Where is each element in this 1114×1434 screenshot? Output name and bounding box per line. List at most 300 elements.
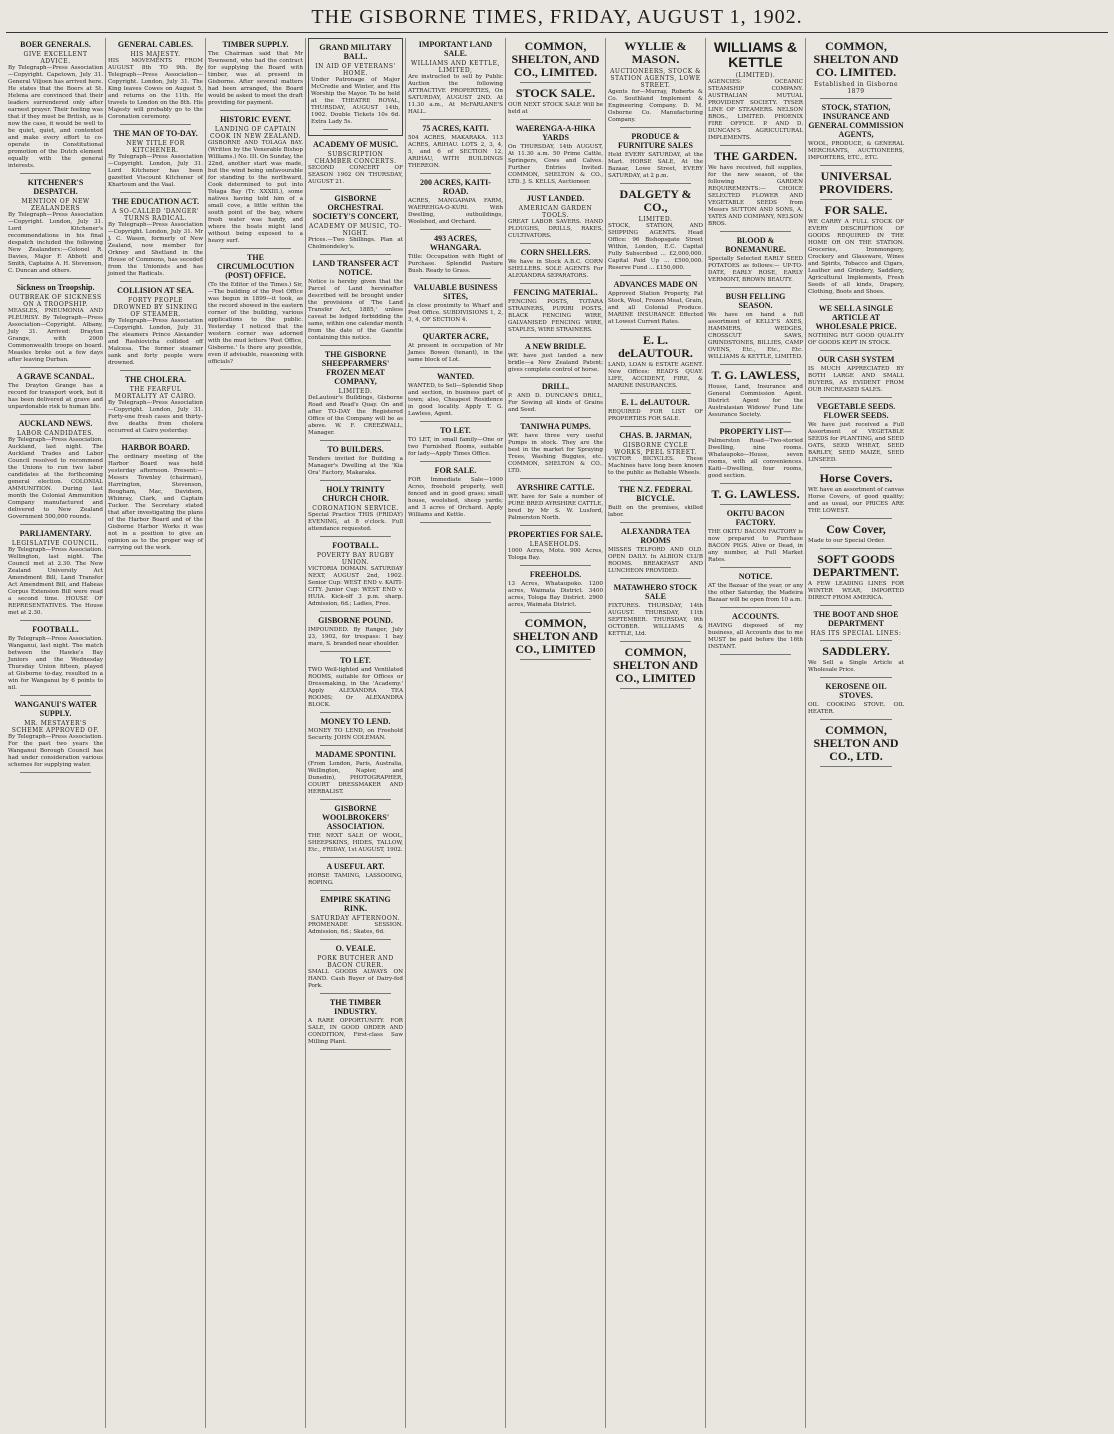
article-body: WE have for Sale a number of PURE BRED AYRSHIRE CATTLE, bred by Mr S. W. Lusford, Palmerston North.	[508, 494, 603, 521]
article-divider	[320, 799, 391, 800]
article-headline: Horse Covers.	[819, 471, 893, 485]
article	[308, 656, 403, 713]
article-divider	[320, 712, 391, 713]
article-headline: GISBORNE ORCHESTRAL SOCIETY'S CONCERT,	[312, 194, 399, 221]
article	[408, 178, 503, 230]
article-divider	[120, 370, 191, 371]
article-divider	[720, 567, 791, 568]
article-body: DeLautour's Buildings, Gisborne Road and Read's Quay. On and after TO-DAY the Registered Office of the Company will be as above. W. F. CREEZWALL, Manager.	[308, 395, 403, 436]
article	[808, 472, 904, 519]
article-headline: BOER GENERALS.	[20, 40, 91, 49]
article-body: We Sell a Single Article at Wholesale Price.	[808, 660, 904, 673]
article-divider	[320, 536, 391, 537]
article-body: Tenders invited for Building a Manager's Dwelling at the 'Kia Ora' Factory, Makaraka.	[308, 456, 403, 476]
article-body: Made to our Special Order.	[808, 538, 886, 544]
article-divider	[520, 377, 591, 378]
article-headline: COMMON, SHELTON, AND CO., LIMITED.	[511, 39, 600, 79]
article-divider	[120, 192, 191, 193]
article-divider	[820, 766, 892, 767]
article-headline: HOLY TRINITY CHURCH CHOIR.	[322, 485, 389, 503]
article-body: (To the Editor of the Times.) Sir,—The building of the Post Office was begun in 1899—it took, as the record showed in the eastern corner of the building, various applications to the public. Yesterday I noticed that the western corner was adorned with the mud letters 'Post Office, Gisborne.' Is there any possible, even if advisable, reasoning with officials?	[208, 282, 303, 365]
article-subheading: POVERTY BAY RUGBY UNION.	[316, 552, 395, 566]
article-divider	[220, 248, 291, 249]
article-subheading: MENTION OF NEW ZEALANDERS	[21, 198, 90, 212]
article-body: House, Land, Insurance and General Commission Agent. District Agent for the Australasian Widows' Fund Life Assurance Society.	[708, 384, 803, 418]
article-body: At present in occupation of Mr James Bowen (tenant), in the same block of Lot.	[408, 343, 503, 363]
article	[408, 283, 503, 328]
article	[8, 419, 103, 525]
article	[8, 625, 103, 696]
article-headline: MATAWHERO STOCK SALE	[613, 583, 698, 601]
article-body: IMPOUNDED. By Ranger, July 23, 1902, for trespass: 1 bay mare, S. branded near shoulder.	[308, 627, 403, 647]
article	[308, 38, 403, 136]
article	[708, 369, 803, 423]
article-headline: NOTICE.	[738, 572, 773, 581]
article-body: THE OKITU BACON FACTORY is now prepared to Purchase BACON PIGS. Alive or Dead, in any number, at Full Market Rates.	[708, 529, 803, 563]
article-body: Specially Selected EARLY SEED POTATOES as follows:— UP-TO-DATE, EARLY ROSE, EARLY VERMONT, BROWN BEAUTY.	[708, 256, 803, 283]
article-divider	[120, 438, 191, 439]
article	[308, 616, 403, 652]
article	[508, 248, 603, 284]
article-subheading: GIVE EXCELLENT ADVICE.	[23, 51, 88, 65]
article-divider	[720, 654, 791, 655]
article	[308, 998, 403, 1050]
article-body: By Telegraph—Press Association. Wellington, last night. The Council met at 2.30. The New Zealand University Act Amendment Bill, Land Transfer Act Amendment Bill, and Habeas Corpus Extension Bill were read a second time. HOUSE OF REPRESENTATIVES. The House met at 2.30.	[8, 547, 103, 616]
article	[608, 280, 703, 330]
article	[608, 431, 703, 481]
newspaper-column	[506, 38, 606, 1428]
article	[708, 292, 803, 365]
article	[508, 422, 603, 479]
article	[708, 236, 803, 288]
newspaper-column	[706, 38, 806, 1428]
article-body: TO LET, in small family—One or two Furnished Rooms, suitable for lady—Apply Times Office.	[408, 437, 503, 457]
article-body: GREAT LABOR SAVERS. HAND PLOUGHS, DRILLS, RAKES, CULTIVATORS.	[508, 219, 603, 239]
article-body: We have in Stock A.B.C. CORN SHELLERS. SOLE AGENTS For ALEXANDRA SEPARATORS.	[508, 259, 603, 279]
article-divider	[720, 231, 791, 232]
article	[808, 645, 904, 678]
article	[708, 427, 803, 484]
article-body: NOTHING BUT GOOD QUALITY OF GOODS KEPT IN STOCK.	[808, 333, 904, 346]
article-subheading: CORONATION SERVICE.	[312, 505, 399, 512]
article	[508, 124, 603, 190]
columns-container	[6, 38, 1108, 1428]
article-body: Palmerston Road—Two-storied Dwelling, nine rooms. Whataupoko—House, seven rooms, with all conveniences. Kaiti—Dwelling, four rooms, good section.	[708, 438, 803, 479]
article-headline: THE N.Z. FEDERAL BICYCLE.	[618, 485, 693, 503]
article	[508, 342, 603, 378]
article-divider	[820, 98, 892, 99]
article-body: VICTORIA DOMAIN. SATURDAY NEXT, AUGUST 2nd, 1902. Senior Cup: WEST END v. KAITI-CITY. Junior Cup: WEST END v. HUIA. Kick-off 3 p.m. sharp. Admission, 6d.; Ladies, Free.	[308, 566, 403, 607]
article-body: By Telegraph—Press Association—Copyright. Capetown, July 31. General Viljoen has arrived here. He states that the Boers at St. Helena are convinced that their leaders surrendered only after earnest prayer. Their feeling was that if they must be British, as is now the case, it would be well to be quiet, quiet, and contented and make every effort to co-operate in Constitutional promotion of the Dutch element equally with the general interests.	[8, 65, 103, 169]
article-subheading: GISBORNE CYCLE WORKS, PEEL STREET.	[614, 442, 697, 456]
article	[708, 40, 803, 146]
article-divider	[320, 890, 391, 891]
article-headline: E. L. deLAUTOUR.	[621, 398, 690, 407]
article-headline: OUR CASH SYSTEM	[817, 355, 895, 364]
article	[608, 646, 703, 689]
article-body: By Telegraph—Press Association—Copyright. London, July 31. Forty-one fresh cases and thirty-five deaths from cholera occurred at Cairo yesterday.	[108, 400, 203, 434]
article-divider	[120, 124, 191, 125]
article-divider	[820, 677, 892, 678]
article-divider	[620, 522, 691, 523]
article-divider	[720, 607, 791, 608]
article-headline: PRODUCE & FURNITURE SALES	[618, 132, 693, 150]
article-divider	[320, 480, 391, 481]
article-divider	[20, 367, 91, 368]
article-body: SECOND CONCERT OF SEASON 1902 ON THURSDAY, AUGUST 21.	[308, 165, 403, 185]
article	[808, 402, 904, 468]
article-headline: WAERENGA-A-HIKA YARDS	[515, 124, 596, 142]
article-headline: CHAS. B. JARMAN,	[619, 431, 692, 440]
article-subheading: HIS MAJESTY.	[130, 51, 181, 58]
article	[408, 466, 503, 523]
article-headline: KITCHENER'S DESPATCH.	[27, 178, 84, 196]
article-divider	[20, 414, 91, 415]
article-body: On THURSDAY, 14th AUGUST, At 11.30 a.m. 50 Prime Cattle, Springers, Cows and Calves. Further Entries Invited. COMMON, SHELTON & CO., LTD. J. S. KELLS, Auctioneer.	[508, 144, 603, 185]
article	[808, 204, 904, 300]
article-headline: THE EDUCATION ACT.	[111, 197, 200, 206]
article	[8, 178, 103, 279]
article-headline: FOOTBALL.	[332, 541, 379, 550]
article	[808, 170, 904, 200]
article-divider	[420, 278, 491, 279]
article-headline: EMPIRE SKATING RINK.	[320, 895, 391, 913]
article-headline: Sickness on Troopship.	[16, 283, 95, 292]
article	[308, 944, 403, 994]
article-body: We have just received a Full Assortment of VEGETABLE SEEDS for PLANTING, and SEED OATS, SEED WHEAT, SEED BARLEY, SEED MAIZE, SEED LINSEED.	[808, 422, 904, 463]
article-divider	[620, 329, 691, 330]
article	[508, 483, 603, 526]
article-headline: PARLIAMENTARY.	[19, 529, 92, 538]
article-headline: CORN SHELLERS.	[520, 248, 591, 257]
article-body: HIS MOVEMENTS FROM AUGUST 8th TO 9th. By Telegraph—Press Association—Copyright. London, July 31. The King leaves Cowes on August 5, and returns on the 11th. He travels to London on the 8th. His Majesty will probably go to the Coronation ceremony.	[108, 58, 203, 120]
article	[808, 304, 904, 351]
article-body: We have received, full supplies, for the new season, of the following GARDEN REQUIREMENTS:— CHOICE SELECTED FLOWER AND VEGETABLE SEEDS from Messrs SUTTON AND SONS, A. YATES AND COMPANY, NELSON BROS.	[708, 165, 803, 227]
article-body: GISBORNE AND TOLAGA BAY. (Written by the Venerable Bishop Williams.) No. III. On Sunday, the 22nd, another start was made, but the wind being unfavourable for standing to the northward, Cook determined to put into Tolaga Bay (Tr. XXXIII.), some natives having told him of a small cove, a little within the south point of the bay, where fresh water was handy, and where the boats might land without being exposed to a heavy surf.	[208, 140, 304, 244]
article	[308, 804, 403, 858]
article-body: PROMENADE SESSION. Admission, 6d.; Skates, 6d.	[308, 922, 403, 935]
article-divider	[520, 565, 591, 566]
article-divider	[520, 417, 591, 418]
article-divider	[320, 611, 391, 612]
article-divider	[320, 189, 391, 190]
article-headline: QUARTER ACRE,	[422, 332, 489, 341]
article	[608, 583, 703, 642]
article	[8, 372, 103, 415]
article-divider	[620, 480, 691, 481]
article-headline: OKITU BACON FACTORY.	[726, 509, 785, 527]
article-subheading: LABOR CANDIDATES.	[16, 430, 95, 437]
article	[408, 426, 503, 462]
article-subheading: THE FEARFUL MORTALITY AT CAIRO.	[114, 386, 197, 400]
article-headline: THE CHOLERA.	[124, 375, 187, 384]
article-body: ACRES, MANGAPAPA FARM, WAEREHGA-O-KURI. With Dwelling, outbuildings, Woolshed, and Orchard.	[408, 198, 503, 225]
article-divider	[620, 275, 691, 276]
article	[108, 40, 203, 125]
article-subheading: LIMITED.	[338, 388, 373, 395]
article	[608, 527, 703, 579]
newspaper-column	[306, 38, 406, 1428]
article	[708, 509, 803, 568]
article	[708, 572, 803, 608]
article	[508, 40, 603, 83]
article-subheading: HAS ITS SPECIAL LINES:	[810, 630, 902, 637]
newspaper-column	[106, 38, 206, 1428]
article-headline: AYRSHIRE CATTLE.	[516, 483, 595, 492]
article-divider	[620, 578, 691, 579]
article-divider	[820, 299, 892, 300]
article	[8, 40, 103, 174]
article-body: MEASLES, PNEUMONIA AND PLEURISY. By Telegraph—Press Association—Copyright. Albany, July 31. Arrived: Drayton Grange, with 2000 Commonwealth troops on board. Measles broke out a few days after leaving Durban.	[8, 308, 103, 363]
article-headline: VEGETABLE SEEDS. FLOWER SEEDS.	[816, 402, 896, 420]
article-headline: 493 ACRES, WHANGARA.	[429, 234, 482, 252]
article-body: 13 Acres, Whataupoko. 1200 acres, Waimata District. 3400 acres, Tologa Bay District. 2900 acres, Waimata District.	[508, 581, 603, 608]
article	[508, 87, 603, 120]
article-divider	[220, 369, 291, 370]
article-divider	[620, 688, 691, 689]
article-divider	[820, 640, 892, 641]
article-divider	[820, 719, 892, 720]
article-divider	[720, 504, 791, 505]
article-headline: PROPERTIES FOR SALE.	[508, 530, 603, 539]
article-divider	[520, 478, 591, 479]
article-subheading: NEW TITLE FOR KITCHENER.	[126, 140, 185, 154]
masthead-title: THE GISBORNE TIMES, FRIDAY, AUGUST 1, 1902.	[311, 6, 803, 28]
newspaper-column	[606, 38, 706, 1428]
article-headline: SADDLERY.	[822, 644, 890, 658]
article-divider	[320, 1049, 391, 1050]
article	[608, 398, 703, 427]
article-headline: FOR SALE.	[434, 466, 477, 475]
article-divider	[820, 397, 892, 398]
article	[508, 382, 603, 418]
article-headline: COMMON, SHELTON AND CO., LIMITED	[612, 645, 699, 685]
article-subheading: (LIMITED).	[735, 72, 776, 79]
article-subheading: MR. MESTAYER'S SCHEME APPROVED OF.	[11, 720, 100, 734]
article	[808, 724, 904, 767]
article-headline: TO LET.	[440, 426, 471, 435]
article-body: (From London, Paris, Australia, Wellington, Napier, and Dunedin), PHOTOGRAPHER, COURT DRESSMAKER AND HERBALIST.	[308, 761, 403, 795]
article-body: By Telegraph—Press Association—Copyright. London, July 31. Mr J. C. Wason, formerly of New Zealand, now member for Orkney and Shetland in the House of Commons, has seceded from the Unionists and has joined the Radicals.	[108, 222, 203, 277]
article	[108, 286, 203, 371]
article-headline: JUST LANDED.	[526, 194, 585, 203]
article-body: In close proximity to Wharf and Post Office. SUBDIVISIONS 1, 2, 3, 4, OF SECTION 4.	[408, 303, 503, 323]
article-body: Special Practice THIS (FRIDAY) EVENING, at 8 o'clock. Full attendance requested.	[308, 512, 403, 532]
article	[408, 332, 503, 368]
article-divider	[20, 772, 91, 773]
article-body: Held EVERY SATURDAY, at the Mart. HORSE SALE, At the Bazaar, Lowe Street, EVERY SATURDAY, at 2 p.m.	[608, 152, 703, 179]
article-body: FENCING POSTS, TOTARA STRAINERS, PURIRI POSTS, BLACK FENCING WIRE, GALVANISED FENCING WIRE, STAPLES, WIRE STRAINERS.	[508, 299, 603, 333]
article-divider	[820, 199, 892, 200]
article-body: HORSE TAMING, LASSOOING, ROPING.	[308, 873, 403, 886]
article-subheading: AMERICAN GARDEN TOOLS.	[518, 205, 593, 219]
article-headline: MADAME SPONTINI.	[315, 750, 396, 759]
article-headline: DALGETY & CO.,	[619, 187, 692, 214]
article-body: 1000 Acres, Motu. 900 Acres, Tologa Bay.	[508, 548, 603, 561]
article-body: HAVING disposed of my business, all Accounts due to me MUST be paid before the 16th INSTANT.	[708, 623, 803, 650]
article-headline: GENERAL CABLES.	[117, 40, 194, 49]
article	[508, 288, 603, 338]
article-subheading: WILLIAMS AND KETTLE, LIMITED,	[411, 60, 500, 74]
article-subheading: OUTBREAK OF SICKNESS ON A TROOPSHIP.	[9, 294, 102, 308]
article-body: The Drayton Grange has a record for transport work, but it has been delivered at grave and unpardonable risk to human life.	[8, 383, 103, 410]
article-headline: ACCOUNTS.	[732, 612, 779, 621]
article-headline: COMMON, SHELTON AND CO. LIMITED.	[813, 39, 899, 79]
article-divider	[320, 651, 391, 652]
article-divider	[520, 337, 591, 338]
article-body: THE NEXT SALE OF WOOL, SHEEPSKINS, HIDES, TALLOW, Etc., FRIDAY, 1st AUGUST, 1902.	[308, 833, 403, 853]
article-headline: TANIWHA PUMPS.	[520, 422, 591, 431]
article-headline: 200 ACRES, KAITI-ROAD.	[420, 178, 491, 196]
article	[308, 485, 403, 537]
article-divider	[620, 393, 691, 394]
article	[408, 40, 503, 120]
article-body: Under Patronage of Major McCredie and Winter, and His Worship the Mayor. To be held at the THEATRE ROYAL, THURSDAY, AUGUST 14th, 1902. Double Tickets 10s 6d. Extra Lady 5s.	[311, 77, 400, 125]
article-headline: VALUABLE BUSINESS SITES,	[413, 283, 498, 301]
article-headline: A NEW BRIDLE.	[525, 342, 586, 351]
article-divider	[820, 548, 892, 549]
article-body: Title: Occupation with Right of Purchase. Splendid Pasture Bush. Ready to Grass.	[408, 254, 503, 274]
article-headline: PROPERTY LIST—	[719, 427, 792, 436]
article	[308, 445, 403, 481]
article-divider	[620, 641, 691, 642]
article-divider	[20, 524, 91, 525]
article-body: Prices.—Two Shillings. Plan at Cholmondeley's.	[308, 237, 403, 250]
article-headline: THE CIRCUMLOCUTION (POST) OFFICE.	[216, 253, 295, 280]
article	[408, 372, 503, 422]
article-headline: BLOOD & BONEMANURE.	[725, 236, 786, 254]
article	[708, 488, 803, 505]
article	[308, 541, 403, 612]
article-body: SMALL GOODS ALWAYS ON HAND. Cash Buyer of Dairy-fed Pork.	[308, 969, 403, 989]
article-headline: HISTORIC EVENT.	[220, 115, 291, 124]
article-headline: TO BUILDERS.	[327, 445, 384, 454]
article-body: WE CARRY A FULL STOCK OF EVERY DESCRIPTION OF GOODS REQUIRED IN THE HOME OR ON THE STATION. Groceries, Ironmongery, Crockery and Glassware, Wines and Spirits, Tobacco and Cigars, Leather and Grindery, Saddlery, Agricultural Implements, Fresh Seeds of all kinds, Drapery, Clothing, Boots and Shoes.	[808, 219, 904, 295]
article-divider	[520, 283, 591, 284]
article	[208, 253, 303, 370]
article-body: REQUIRED FOR LIST OF PROPERTIES FOR SALE.	[608, 409, 703, 422]
article-body: TWO Well-lighted and Ventilated ROOMS, suitable for Offices or Dressmaking, in the 'Academy.' Apply ALEXANDRA TEA ROOMS; Or ALEXANDRA BLOCK.	[308, 667, 403, 708]
newspaper-column	[6, 38, 106, 1428]
article-body: VICTOR BICYCLES. These Machines have long been known to the public as Reliable Wheels.	[608, 456, 703, 476]
article	[308, 350, 403, 441]
article-headline: COMMON, SHELTON AND CO., LTD.	[813, 723, 899, 763]
article-headline: Cow Cover,	[826, 522, 886, 536]
article-divider	[720, 145, 791, 146]
article	[608, 132, 703, 184]
article-headline: FOR SALE.	[824, 203, 888, 217]
article-divider	[420, 421, 491, 422]
article	[808, 40, 904, 99]
article-headline: THE GISBORNE SHEEPFARMERS' FROZEN MEAT COMPANY,	[321, 350, 390, 386]
article-body: MISSES TELFORD AND OLD. OPEN DAILY. In ALBION CLUB ROOMS. BREAKFAST AND LUNCHEON PROVIDED.	[608, 547, 703, 574]
article	[308, 750, 403, 800]
article	[308, 259, 403, 346]
article-headline: LAND TRANSFER ACT NOTICE.	[312, 259, 399, 277]
article	[108, 443, 203, 556]
article-divider	[20, 173, 91, 174]
article-body: A FEW LEADING LINES FOR WINTER WEAR, IMPORTED DIRECT FROM AMERICA.	[808, 581, 904, 601]
article	[608, 485, 703, 523]
article	[408, 124, 503, 174]
article-divider	[320, 857, 391, 858]
article	[308, 895, 403, 940]
article-body: OUR NEXT STOCK SALE Will be held at	[508, 102, 603, 115]
article-headline: THE MAN OF TO-DAY.	[113, 129, 198, 138]
article-headline: STOCK, STATION, INSURANCE AND GENERAL COMMISSION AGENTS,	[808, 103, 904, 139]
article-headline: WYLLIE & MASON.	[624, 39, 687, 66]
article-divider	[720, 287, 791, 288]
article	[808, 355, 904, 398]
article-headline: UNIVERSAL PROVIDERS.	[819, 169, 893, 196]
article	[508, 617, 603, 660]
article-divider	[320, 254, 391, 255]
article-headline: WILLIAMS & KETTLE	[713, 39, 798, 70]
article	[808, 610, 904, 641]
article	[808, 553, 904, 606]
article-divider	[120, 555, 191, 556]
article	[308, 194, 403, 255]
article-divider	[720, 422, 791, 423]
article-subheading: A SO-CALLED 'DANGER' TURNS RADICAL.	[112, 208, 199, 222]
article-subheading: LEASEHOLDS.	[529, 541, 582, 548]
article-divider	[620, 127, 691, 128]
article-divider	[520, 612, 591, 613]
article-body: By Telegraph—Press Association. Wanganui, last night. The match between the Hawke's Bay Juniors and the Wednesday Thursday Union fifteen, played at Gisborne to-day, resulted in a win for Wanganui by 6 points to nil.	[8, 636, 103, 691]
article-body: FOR Immediate Sale—1000 Acres, freehold property, well fenced and in good grass; small house, woolshed, sheep yards; and 3 acres of Orchard. Apply Williams and Kettle.	[408, 477, 503, 518]
article	[308, 140, 403, 190]
article	[808, 103, 904, 166]
article-body: WANTED, to Sell—Splendid Shop and section, in business part of town; also, Cheapest Residence in good locality. Apply T. G. Lawless, Agent.	[408, 383, 503, 417]
article-body: By Telegraph—Press Association—Copyright. London, July 31. The steamers Prince Alexander and Rashiovicha collided off Malcesa. The former steamer sank and forty people were drowned.	[108, 318, 203, 366]
article-body: By Telegraph—Press Association—Copyright. London, July 31. Lord Kitchener has been gazetted Viscount Kitchener of Khartoum and the Vaal.	[108, 154, 203, 188]
article-divider	[520, 659, 591, 660]
article-headline: WANTED.	[436, 372, 475, 381]
article-headline: DRILL.	[541, 382, 570, 391]
article-headline: FREEHOLDS.	[529, 570, 582, 579]
article-headline: O. VEALE.	[335, 944, 376, 953]
article	[308, 717, 403, 746]
article-headline: IMPORTANT LAND SALE.	[418, 40, 493, 58]
article-headline: KEROSENE OIL STOVES.	[825, 682, 887, 700]
article-subheading: LANDING OF CAPTAIN COOK IN NEW ZEALAND.	[209, 126, 301, 140]
article-headline: FOOTBALL.	[32, 625, 79, 634]
article-headline: 75 ACRES, KAITI.	[422, 124, 489, 133]
article	[708, 612, 803, 655]
article-headline: WE SELL A SINGLE ARTICLE AT WHOLESALE PRICE.	[815, 304, 897, 331]
article-body: MONEY TO LEND, on Freehold Security. JOHN COLEMAN.	[308, 728, 403, 741]
article-divider	[320, 745, 391, 746]
article	[608, 334, 703, 394]
article-divider	[320, 345, 391, 346]
article-divider	[820, 605, 892, 606]
article-headline: ADVANCES MADE ON	[613, 280, 698, 289]
article-body: By Telegraph—Press Association. For the past two years the Wanganui Borough Council has had under consideration various schemes for supplying water.	[8, 734, 103, 768]
article-divider	[420, 367, 491, 368]
article-divider	[20, 278, 91, 279]
article-headline: TO LET.	[340, 656, 371, 665]
article-body: OIL COOKING STOVE. OIL HEATER.	[808, 702, 904, 715]
article-body: AT the Bazaar of the year, or any the other Saturday, the Madeira Bazaar will be open from 10 a.m.	[708, 583, 803, 603]
article-divider	[520, 82, 591, 83]
article-body: The Chairman said that Mr Townsend, who had the contract for supplying the Board with timber, was at present in Gisborne. After several matters had been arranged, the Board would be asked to meet the draft providing for payment.	[208, 51, 303, 106]
article-headline: ALEXANDRA TEA ROOMS	[621, 527, 690, 545]
article	[308, 862, 403, 891]
article-divider	[320, 939, 391, 940]
article-divider	[420, 229, 491, 230]
article	[808, 682, 904, 720]
article-body: By Telegraph—Press Association. Auckland, last night. The Auckland Trades and Labor Council resolved to recommend the Unions to run two labor candidates at the forthcoming general election. COLONIAL AMMUNITION. During last month the Colonial Ammunition Company manufactured and delivered to New Zealand Government 500,000 rounds.	[8, 437, 103, 520]
